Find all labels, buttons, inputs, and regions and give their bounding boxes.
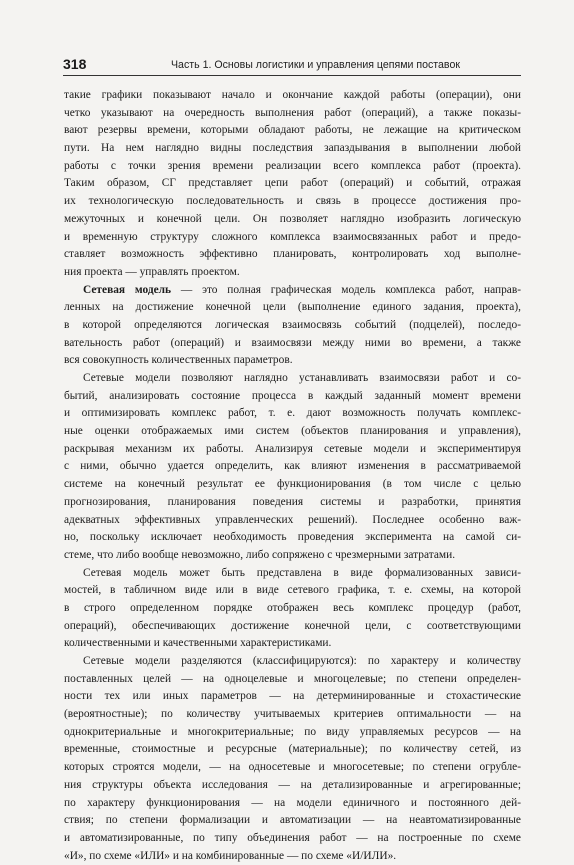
text-line: бытий, анализировать состояние процесса в каждый заданный момент времени bbox=[64, 389, 521, 402]
text-line: Сетевые модели разделяются (классифицируются): по характеру и количеству bbox=[83, 655, 521, 667]
text-line: такие графики показывают начало и окончание каждой работы (операции), они bbox=[64, 89, 521, 101]
text-line: поставленных целей — на одноцелевые и многоцелевые; по степени определен- bbox=[64, 672, 521, 685]
text-line: ния структуры объекта исследования — на детализированные и агрегированные; bbox=[64, 778, 521, 791]
text-line: системе на конечный результат ее функционирования (в том числе с целью bbox=[64, 478, 521, 491]
paragraph bbox=[64, 653, 521, 865]
paragraph bbox=[64, 370, 521, 565]
text-line: раскрывая механизм их работы. Анализируя сетевые модели и экспериментируя bbox=[64, 442, 521, 455]
text-line: вают резервы времени, которыми обладают работы, не лежащие на критическом bbox=[64, 124, 521, 137]
text-line: в которой определяются логическая взаимосвязь событий (подцелей), последо- bbox=[64, 318, 521, 331]
text-line: их технологическую последовательность и связь в процессе достижения про- bbox=[64, 195, 521, 208]
text-line: временные, стоимостные и ресурсные (материальные); по количеству сетей, из bbox=[64, 743, 521, 756]
page-header bbox=[63, 55, 521, 76]
text-line: и автоматизированные, по типу объединения работ — на построенные по схеме bbox=[64, 831, 521, 844]
text-line: вательность работ (операций) и взаимосвязи между ними во времени, а также bbox=[64, 336, 521, 349]
text-line: количественными и качественными характеристиками. bbox=[64, 637, 332, 650]
text-line: вся совокупность количественных параметров. bbox=[64, 354, 293, 367]
text-line: в строго определенном порядке отображен весь комплекс процедур (работ, bbox=[64, 601, 521, 614]
text-line: но, поскольку исключает необходимость проведения эксперимента на самой си- bbox=[64, 531, 521, 544]
paragraph bbox=[64, 282, 521, 370]
text-line: и временную структуру сложного комплекса взаимосвязанных работ и предо- bbox=[64, 230, 521, 243]
text-line: ставляет возможность эффективно планировать, контролировать ход выполне- bbox=[64, 248, 521, 261]
text-line: Таким образом, СГ представляет цепи работ (операций) и событий, отражая bbox=[64, 177, 521, 190]
text-line: работы с точки зрения времени реализации всего комплекса работ (проекта). bbox=[64, 159, 521, 172]
text-line: ния проекта — управлять проектом. bbox=[64, 265, 240, 278]
text-line: адекватных эффективных управленческих решений). Последнее особенно важ- bbox=[64, 513, 521, 526]
text-line: Сетевые модели позволяют наглядно устанавливать взаимосвязи работ и со- bbox=[83, 372, 521, 384]
text-line: стеме, что либо вообще невозможно, либо сопряжено с чрезмерными затратами. bbox=[64, 548, 456, 561]
text-line: прогнозирования, планирования поведения системы и разработки, принятия bbox=[64, 495, 521, 508]
text-line: пути. На нем наглядно видны последствия запаздывания в выполнении любой bbox=[64, 142, 521, 155]
text-line: Сетевая модель может быть представлена в виде формализованных зависи- bbox=[83, 566, 521, 579]
text-line: (вероятностные); по количеству учитываемых критериев оптимальности — на bbox=[64, 708, 521, 721]
page-number: 318 bbox=[63, 56, 87, 72]
text-line: однокритериальные и многокритериальные; по виду управляемых ресурсов — на bbox=[64, 725, 521, 738]
text-line: по характеру функционирования — на модели единичного и постоянного дей- bbox=[64, 796, 521, 809]
text-line: ности тех или иных параметров — на детерминированные и стохастические bbox=[64, 690, 521, 703]
text-line: операций), обеспечивающих достижение конечной цели, с соответствующими bbox=[64, 619, 521, 632]
text-line: мостей, в табличном виде или в виде сетевого графика, т. е. схемы, на которой bbox=[64, 584, 521, 597]
page-body bbox=[64, 87, 521, 865]
text-line: с ними, обычно удается определить, как влияют изменения в рассматриваемой bbox=[64, 460, 521, 473]
text-line: ленных на достижение конечной цели (выполнение единого задания, проекта), bbox=[64, 301, 521, 314]
text-line: Сетевая модель — это полная графическая модель комплекса работ, направ- bbox=[83, 283, 521, 296]
paragraph bbox=[64, 565, 521, 653]
defined-term: Сетевая модель bbox=[83, 283, 172, 296]
text-line: и оптимизировать комплекс работ, т. е. дают возможность получать комплекс- bbox=[64, 407, 521, 420]
text-line: ствия; по степени формализации и автоматизации — на неавтоматизированные bbox=[64, 814, 521, 827]
text-line: межуточных и конечной цели. Он позволяет наглядно изобразить логическую bbox=[64, 212, 521, 225]
text-line: четко указывают на очередность выполнения работ (операций), а также показы- bbox=[64, 106, 521, 119]
text-line: ные оценки отображаемых ими систем (объектов планирования и управления), bbox=[64, 425, 521, 438]
text-line: «И», по схеме «ИЛИ» и на комбинированные — по схеме «И/ИЛИ». bbox=[64, 849, 397, 862]
running-title: Часть 1. Основы логистики и управления цепями поставок bbox=[171, 59, 460, 71]
text-line: которых строятся модели, — на односетевые и многосетевые; по степени огрубле- bbox=[64, 761, 521, 774]
paragraph bbox=[64, 87, 521, 282]
